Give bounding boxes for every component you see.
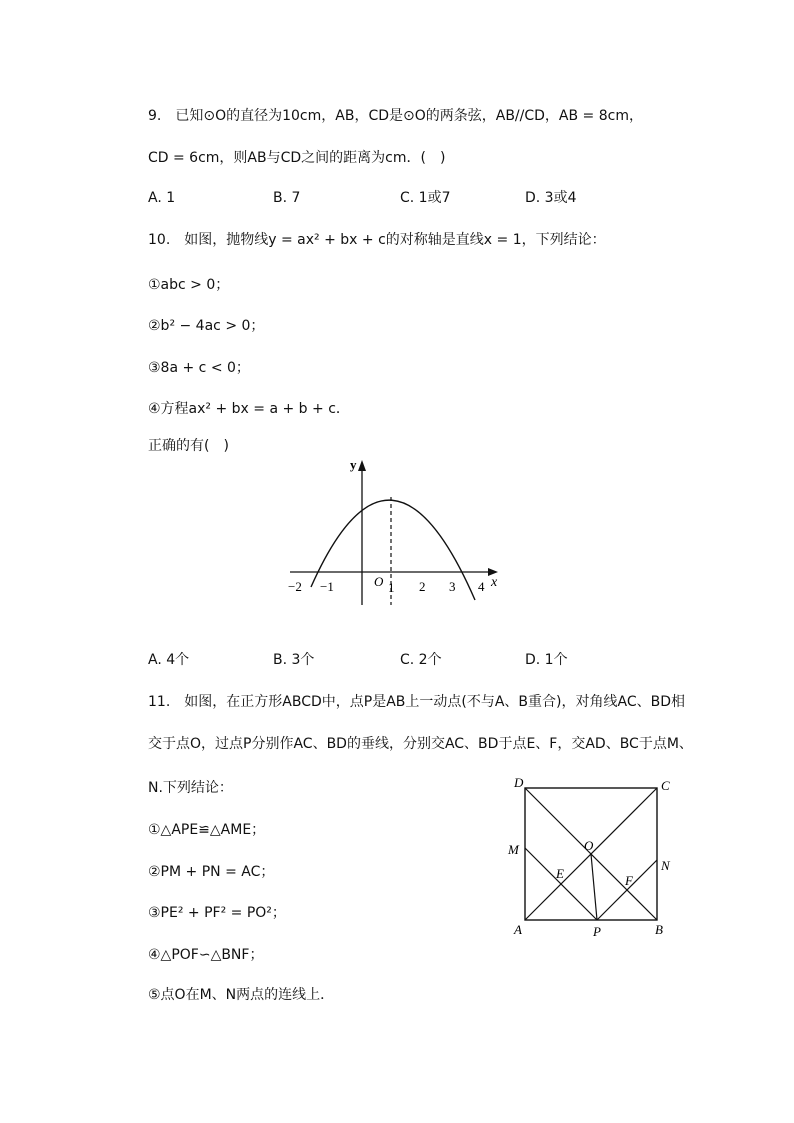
x-tick-neg2: −2 [288, 579, 302, 594]
parabola-figure [280, 455, 510, 615]
x-tick-4: 4 [478, 579, 485, 594]
square-figure [505, 772, 685, 942]
q11-item-3: ③PE² + PF² = PO²； [148, 905, 286, 921]
origin-label: O [374, 574, 384, 589]
q11-item-2: ②PM + PN = AC； [148, 864, 275, 880]
q9-line-2: CD = 6cm，则AB与CD之间的距离为cm．( ) [148, 150, 446, 166]
q11-item-1: ①△APE≌△AME； [148, 822, 266, 838]
q10-option-c: C. 2个 [400, 652, 442, 668]
label-f: F [625, 873, 633, 888]
label-e: E [556, 866, 564, 881]
label-m: M [508, 842, 519, 857]
q10-item-1: ①abc > 0； [148, 277, 230, 293]
q10-line-1: 10. 如图，抛物线y = ax² + bx + c的对称轴是直线x = 1，下列结论： [148, 232, 606, 248]
y-axis-arrow-icon [358, 460, 366, 471]
q11-line-2: 交于点O，过点P分别作AC、BD的垂线，分别交AC、BD于点E、F，交AD、BC于点M、 [148, 736, 693, 752]
q9-option-c: C. 1或7 [400, 190, 451, 206]
q10-option-b: B. 3个 [273, 652, 315, 668]
label-d: D [514, 775, 524, 790]
x-tick-neg1: −1 [320, 579, 334, 594]
x-tick-3: 3 [449, 579, 456, 594]
q9-option-a: A. 1 [148, 190, 176, 206]
q9-option-d: D. 3或4 [525, 190, 577, 206]
x-tick-1: 1 [388, 580, 395, 595]
q10-item-4: ④方程ax² + bx = a + b + c． [148, 401, 350, 417]
q11-line-3: N.下列结论： [148, 780, 233, 796]
q10-prompt: 正确的有( ) [148, 438, 229, 454]
segment-po [591, 854, 597, 920]
label-p: P [593, 924, 601, 939]
q10-option-a: A. 4个 [148, 652, 190, 668]
q10-option-d: D. 1个 [525, 652, 568, 668]
label-c: C [661, 778, 670, 793]
q11-item-5: ⑤点O在M、N两点的连线上． [148, 987, 335, 1003]
label-n: N [661, 858, 670, 873]
x-axis-label: x [491, 575, 498, 590]
q10-item-2: ②b² − 4ac > 0； [148, 318, 265, 334]
q11-item-4: ④△POF∽△BNF； [148, 947, 264, 963]
q11-line-1: 11. 如图，在正方形ABCD中，点P是AB上一动点(不与A、B重合)，对角线AC、BD相 [148, 694, 685, 710]
label-b: B [655, 922, 663, 937]
y-axis-label: y [350, 457, 357, 472]
label-a: A [514, 922, 522, 937]
label-o: O [584, 838, 594, 853]
q9-option-b: B. 7 [273, 190, 301, 206]
q10-item-3: ③8a + c < 0； [148, 360, 250, 376]
x-tick-2: 2 [419, 579, 426, 594]
q9-line-1: 9. 已知⊙O的直径为10cm，AB，CD是⊙O的两条弦，AB//CD，AB = 8cm， [148, 108, 643, 124]
